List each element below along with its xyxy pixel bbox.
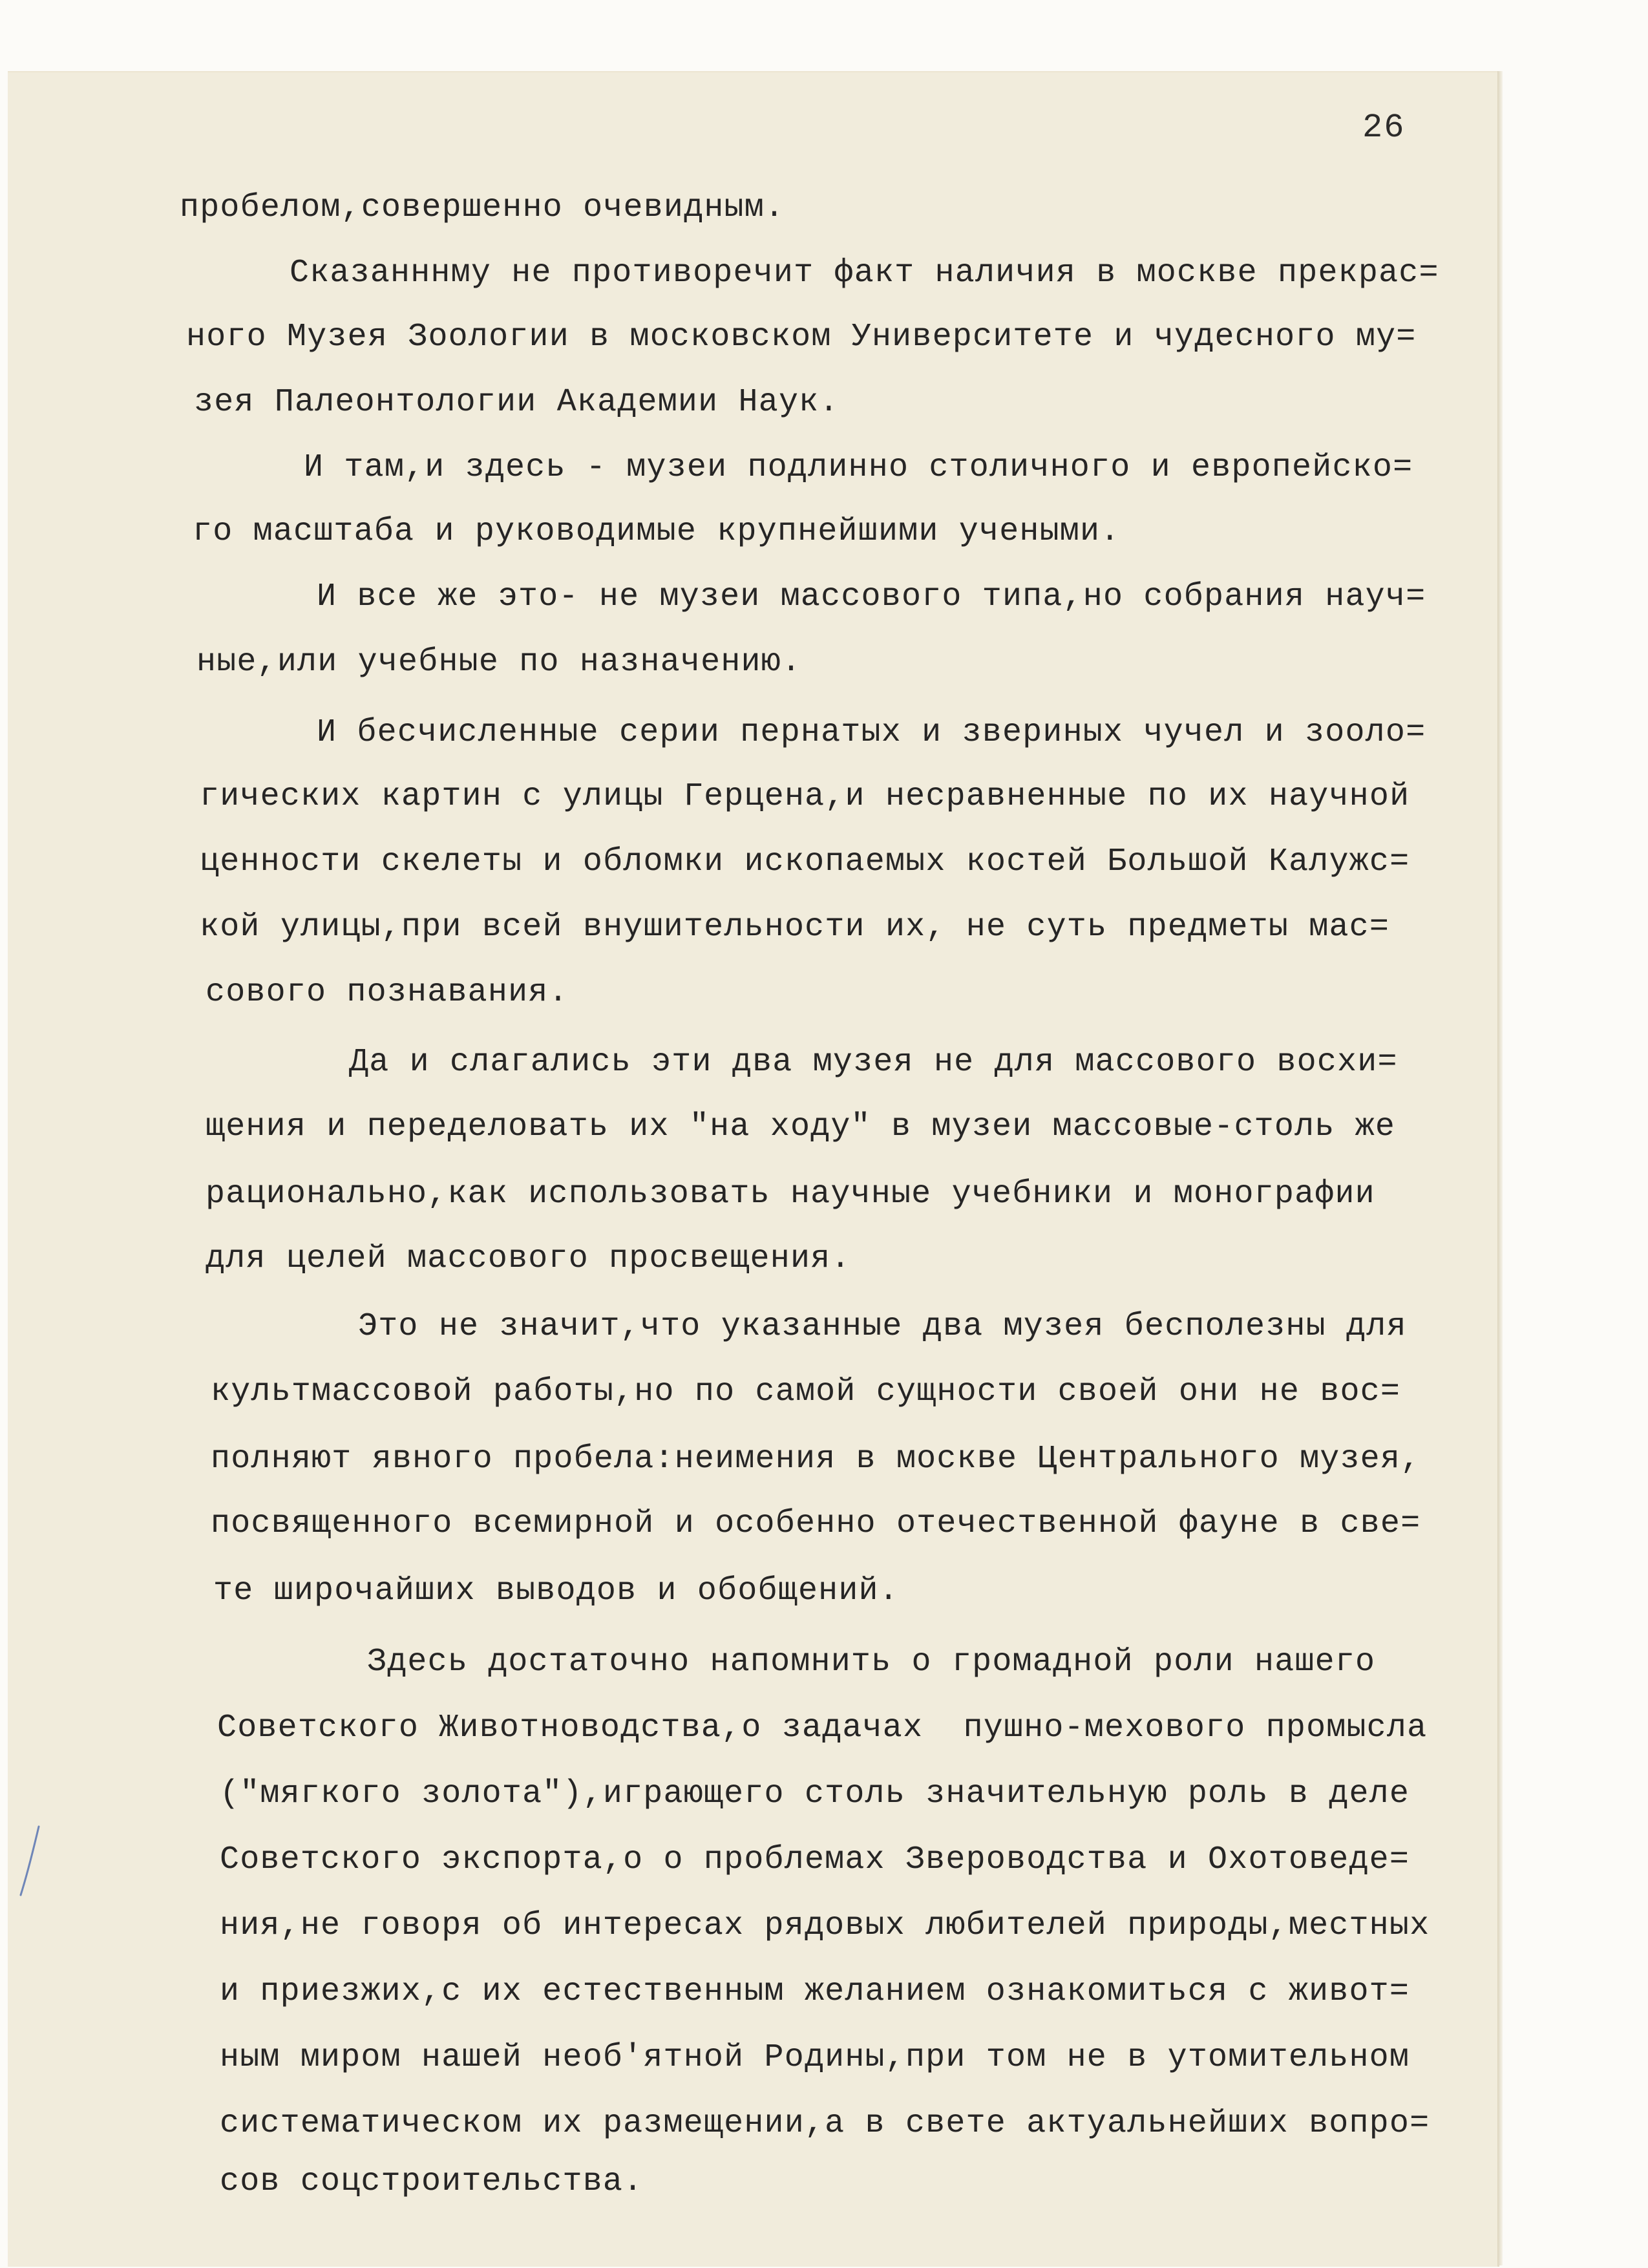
text-line: те широчайших выводов и обобщений. <box>213 1573 899 1609</box>
text-line: ные,или учебные по назначению. <box>196 644 802 681</box>
text-line: Это не значит,что указанные два музея бесполезны для <box>358 1308 1407 1345</box>
text-line: Сказанннму не противоречит факт наличия в москве прекрас= <box>290 255 1439 291</box>
text-line: полняют явного пробела:неимения в москве Центрального музея, <box>211 1441 1421 1478</box>
text-line: рационально,как использовать научные учебники и монографии <box>206 1176 1375 1213</box>
text-line: ценности скелеты и обломки ископаемых костей Большой Калужс= <box>200 843 1410 880</box>
text-line: ного Музея Зоологии в московском Университете и чудесного му= <box>186 319 1417 355</box>
text-line: Советского экспорта,о о проблемах Звероводства и Охотоведе= <box>220 1841 1410 1878</box>
text-line: ным миром нашей необ'ятной Родины,при том не в утомительном <box>220 2039 1410 2076</box>
text-line: И там,и здесь - музеи подлинно столичного и европейско= <box>304 449 1413 486</box>
text-line: И бесчисленные серии пернатых и звериных чучел и зооло= <box>317 714 1426 751</box>
text-line: зея Палеонтологии Академии Наук. <box>194 384 840 421</box>
text-line: ("мягкого золота"),играющего столь значительную роль в деле <box>220 1775 1410 1812</box>
text-line: и приезжих,с их естественным желанием ознакомиться с живот= <box>220 1973 1410 2010</box>
pen-mark <box>14 1823 47 1900</box>
text-line: кой улицы,при всей внушительности их, не суть предметы мас= <box>200 909 1390 946</box>
text-line: ния,не говоря об интересах рядовых любителей природы,местных <box>220 1907 1430 1944</box>
page-number: 26 <box>1362 109 1406 147</box>
text-line: систематическом их размещении,а в свете актуальнейших вопро= <box>220 2105 1430 2142</box>
text-line: пробелом,совершенно очевидным. <box>180 189 785 226</box>
text-line: го масштаба и руководимые крупнейшими учеными. <box>193 513 1121 550</box>
text-line: щения и переделовать их "на ходу" в музеи массовые-столь же <box>206 1108 1396 1145</box>
text-line: Советского Животноводства,о задачах пушно-мехового промысла <box>217 1710 1428 1746</box>
text-line: сового познавания. <box>206 974 569 1011</box>
text-line: Да и слагались эти два музея не для массового восхи= <box>349 1044 1398 1081</box>
text-line: для целей массового просвещения. <box>206 1240 851 1277</box>
text-line: посвященного всемирной и особенно отечественной фауне в све= <box>211 1505 1421 1542</box>
text-line: сов соцстроительства. <box>220 2163 644 2200</box>
text-line: гических картин с улицы Герцена,и несравненные по их научной <box>200 778 1410 815</box>
text-line: Здесь достаточно напомнить о громадной роли нашего <box>367 1644 1376 1680</box>
text-line: культмассовой работы,но по самой сущности своей они не вос= <box>211 1373 1401 1410</box>
text-line: И все же это- не музеи массового типа,но собрания науч= <box>317 578 1426 615</box>
